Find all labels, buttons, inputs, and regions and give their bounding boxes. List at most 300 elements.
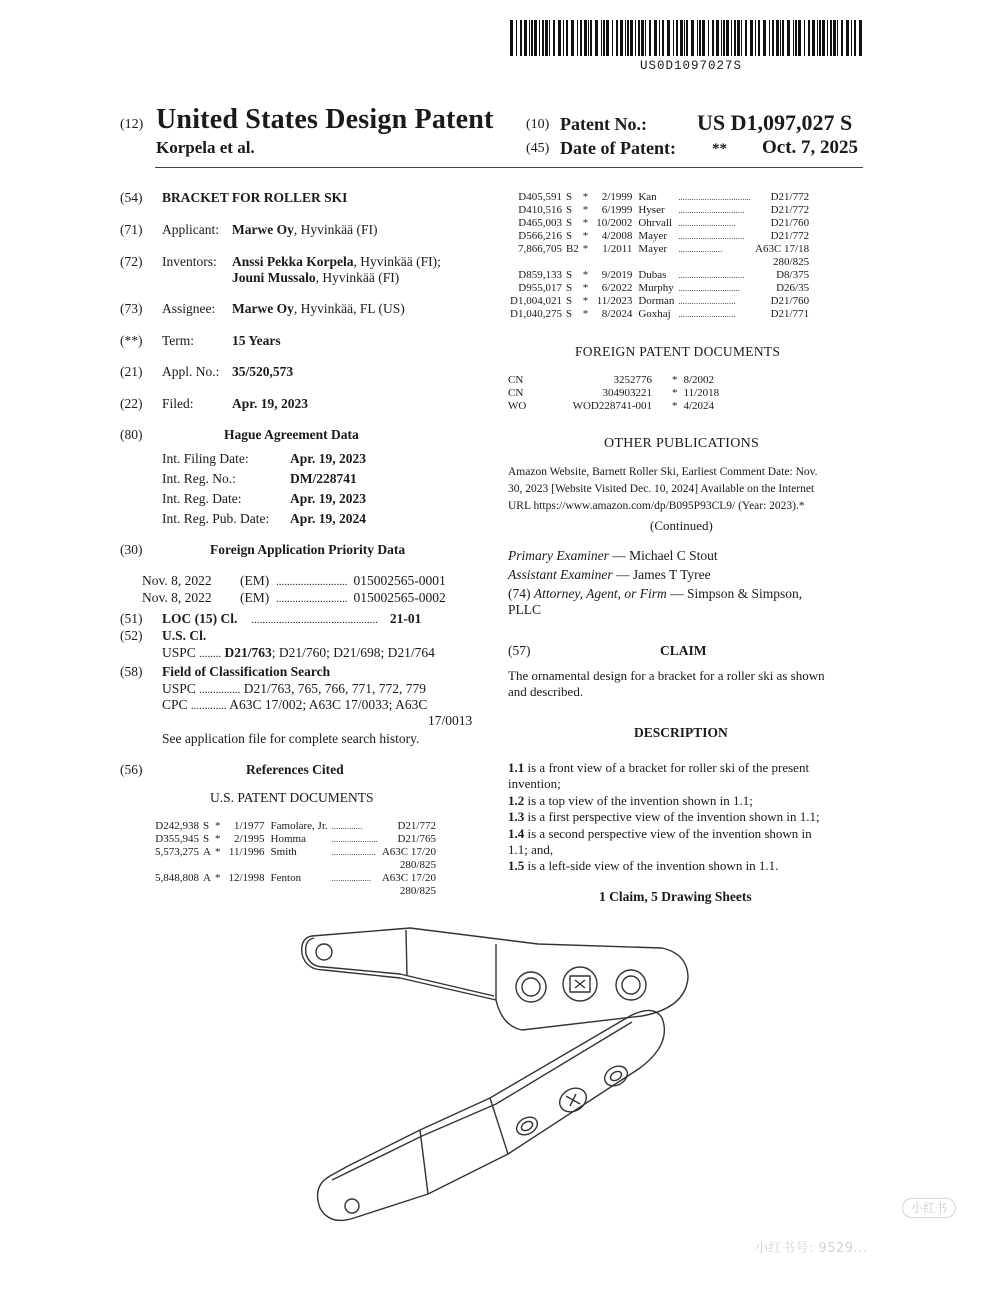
barcode-bar (612, 20, 613, 56)
foreign-docs-heading: FOREIGN PATENT DOCUMENTS (575, 344, 781, 359)
citation-number: 5,848,808 (155, 872, 199, 884)
field-22: (22) Filed: Apr. 19, 2023 (120, 396, 309, 411)
hague-row (162, 511, 366, 527)
claim-line: and described. (508, 684, 584, 699)
figure-ref: 1.5 (508, 858, 525, 874)
citation-star: * (582, 243, 589, 255)
field-54: (54) BRACKET FOR ROLLER SKI (120, 190, 348, 205)
code-12: (12) (120, 117, 144, 132)
barcode-bar (584, 20, 587, 56)
attorney: (74) Attorney, Agent, or Firm — Simpson & Simpson, (508, 586, 803, 601)
citation-star: * (582, 308, 589, 320)
patent-number: US D1,097,027 S (697, 110, 853, 135)
barcode-bar (620, 20, 623, 56)
citation-number: D566,216 (518, 230, 562, 242)
description-text: is a second perspective view of the invention shown in (524, 825, 812, 841)
foreign-date: 8/2002 (683, 374, 715, 386)
citation-row (510, 204, 813, 217)
barcode-bar (625, 20, 626, 56)
barcode (510, 20, 865, 56)
citation-row (155, 833, 440, 846)
barcode-bar (691, 20, 694, 56)
citation-class: D21/760 (770, 295, 810, 307)
citation-number: 7,866,705 (517, 243, 562, 255)
barcode-bar (819, 20, 821, 56)
citation-kind: S (565, 191, 573, 203)
foreign-star: * (672, 387, 678, 399)
barcode-bar (769, 20, 770, 56)
claim-line: The ornamental design for a bracket for a roller ski as shown (508, 668, 825, 683)
citation-date: 10/2002 (596, 217, 633, 229)
figure-ref: 1.1 (508, 760, 525, 775)
field-58: (58) Field of Classification Search (120, 664, 331, 679)
citation-class: D8/375 (776, 269, 810, 281)
barcode-bar (846, 20, 849, 56)
citation-name: Fenton (270, 872, 302, 884)
barcode-bar (531, 20, 533, 56)
citation-number: D465,003 (518, 217, 562, 229)
citation-kind: S (565, 269, 573, 281)
barcode-bar (772, 20, 774, 56)
hague-label: Int. Reg. No.: (162, 471, 236, 486)
hague-value: Apr. 19, 2024 (290, 511, 367, 526)
foreign-country: CN (508, 374, 524, 386)
us-patent-docs-table (155, 820, 440, 898)
field-58-uspc: USPC ............... D21/763, 765, 766, 771, 772, 779 (162, 681, 427, 696)
date-label: Date of Patent: (560, 138, 676, 158)
citation-kind: B2 (565, 243, 579, 255)
barcode-bar (726, 20, 729, 56)
citation-dots: .................... (331, 848, 376, 857)
citation-star: * (582, 269, 589, 281)
barcode-bar (549, 20, 550, 56)
field-30: (30) Foreign Application Priority Data (120, 542, 406, 557)
foreign-star: * (672, 374, 678, 386)
citation-star: * (582, 191, 589, 203)
barcode-bar (795, 20, 797, 56)
barcode-bar (638, 20, 640, 56)
citation-number: D410,516 (518, 204, 562, 216)
citation-class: D21/772 (770, 191, 810, 203)
field-58-cpc: CPC ............. A63C 17/002; A63C 17/0033; A63C (162, 697, 428, 712)
citation-date: 9/2019 (601, 269, 633, 281)
barcode-bar (520, 20, 522, 56)
citation-name: Murphy (638, 282, 674, 294)
citation-dots: ............................ (678, 284, 741, 293)
citation-star: * (214, 872, 221, 884)
description-line (508, 793, 868, 809)
barcode-bar (667, 20, 670, 56)
barcode-bar (837, 20, 838, 56)
citation-number: D405,591 (518, 191, 562, 203)
citation-name: Famolare, Jr. (270, 820, 328, 832)
barcode-bar (601, 20, 602, 56)
watermark-text: 小红书号: 9529... (755, 1241, 868, 1256)
hague-row (162, 471, 357, 487)
priority-date: Nov. 8, 2022 (142, 573, 212, 588)
barcode-bar (524, 20, 527, 56)
description-line (508, 858, 868, 874)
citation-class: A63C 17/18 (755, 243, 810, 255)
barcode-bar (830, 20, 832, 56)
field-71: (71) Applicant: Marwe Oy, Hyvinkää (FI) (120, 222, 378, 237)
citation-row (510, 295, 813, 308)
foreign-country: WO (508, 400, 527, 412)
citation-name: Dorman (638, 295, 675, 307)
description-text: invention; (508, 776, 561, 792)
citation-date: 2/1995 (233, 833, 265, 845)
citation-kind: A (203, 872, 211, 884)
citation-star: * (582, 230, 589, 242)
description-line (508, 809, 868, 825)
barcode-bar (798, 20, 801, 56)
citation-number: D1,040,275 (510, 308, 562, 320)
description-line (508, 760, 868, 776)
barcode-bar (534, 20, 537, 56)
figure-ref: 1.3 (508, 809, 525, 825)
description-text: is a top view of the invention shown in 1.1; (524, 792, 753, 808)
citation-name: Homma (270, 833, 306, 845)
barcode-bar (822, 20, 825, 56)
field-73: (73) Assignee: Marwe Oy, Hyvinkää, FL (US) (120, 301, 405, 316)
citation-row (510, 308, 813, 321)
foreign-docs-table (508, 374, 723, 413)
citation-kind: S (565, 204, 573, 216)
citation-star: * (214, 846, 221, 858)
priority-row (142, 590, 446, 606)
barcode-bar (712, 20, 714, 56)
citation-dots: .......................... (678, 310, 736, 319)
hague-label: Int. Filing Date: (162, 451, 249, 466)
claims-summary: 1 Claim, 5 Drawing Sheets (599, 889, 752, 904)
citation-dots: .......................... (678, 297, 736, 306)
description-line (508, 776, 868, 792)
barcode-bar (659, 20, 660, 56)
citation-dots: .................... (678, 245, 723, 254)
barcode-bar (539, 20, 540, 56)
citation-date: 8/2024 (601, 308, 633, 320)
citation-name: Kan (638, 191, 657, 203)
foreign-star: * (672, 400, 678, 412)
hague-value: DM/228741 (290, 471, 357, 486)
document-title: United States Design Patent (156, 104, 494, 135)
citation-date: 1/2011 (602, 243, 633, 255)
code-10: (10) (526, 117, 550, 132)
claim-code: (57) (508, 643, 531, 658)
barcode-bar (516, 20, 517, 56)
foreign-doc-row (508, 387, 723, 400)
claim-text (508, 668, 825, 700)
citation-class: D21/772 (397, 820, 436, 832)
citation-number: 5,573,275 (155, 846, 199, 858)
barcode-bar (841, 20, 843, 56)
barcode-bar (566, 20, 568, 56)
claim-heading: CLAIM (660, 643, 707, 658)
field-58-cpc-cont: 17/0013 (428, 713, 473, 728)
citation-date: 1/1977 (233, 820, 265, 832)
priority-office: (EM) (240, 573, 270, 588)
citation-row (510, 217, 813, 230)
barcode-bar (680, 20, 683, 56)
barcode-bar (649, 20, 651, 56)
barcode-bar (662, 20, 664, 56)
priority-number: 015002565-0001 (353, 573, 446, 588)
barcode-bar (854, 20, 856, 56)
citation-star: * (582, 217, 589, 229)
hague-label: Int. Reg. Date: (162, 491, 242, 506)
barcode-bar (686, 20, 688, 56)
foreign-number: 3252776 (613, 374, 652, 386)
barcode-bar (606, 20, 609, 56)
barcode-bar (708, 20, 709, 56)
barcode-bar (758, 20, 760, 56)
citation-number: D242,938 (155, 820, 199, 832)
citation-dots: .......................... (678, 219, 736, 228)
barcode-bar (630, 20, 633, 56)
citation-kind: S (565, 230, 573, 242)
citation-row (155, 872, 440, 885)
primary-examiner: Primary Examiner — Michael C Stout (508, 548, 718, 563)
priority-number: 015002565-0002 (353, 590, 446, 605)
field-72: (72) Inventors: Anssi Pekka Korpela, Hyvinkää (FI); (120, 254, 441, 269)
citation-name: Goxhaj (638, 308, 671, 320)
citation-star: * (582, 295, 589, 307)
citation-kind: S (565, 295, 573, 307)
barcode-bar (734, 20, 736, 56)
assistant-examiner: Assistant Examiner — James T Tyree (508, 567, 711, 582)
description-text: is a left-side view of the invention shown in 1.1. (524, 858, 779, 874)
other-publication-line: URL https://www.amazon.com/dp/B095P93CL9/ (Year: 2023).* (508, 500, 805, 512)
citation-name: Smith (270, 846, 297, 858)
citation-date: 11/2023 (596, 295, 633, 307)
barcode-number: US0D1097027S (640, 59, 743, 73)
priority-office: (EM) (240, 590, 270, 605)
bracket-drawing (290, 918, 690, 1238)
barcode-bar (741, 20, 742, 56)
field-72-line2: Jouni Mussalo, Hyvinkää (FI) (232, 270, 400, 285)
foreign-date: 11/2018 (683, 387, 720, 399)
priority-dots: .......................... (276, 576, 348, 588)
citation-row (510, 282, 813, 295)
citation-name: Dubas (638, 269, 667, 281)
foreign-doc-row (508, 400, 723, 413)
barcode-bar (833, 20, 836, 56)
barcode-bar (780, 20, 781, 56)
description-list (508, 760, 868, 875)
other-publications (508, 464, 868, 515)
citation-row-cont (155, 885, 440, 898)
barcode-bar (603, 20, 605, 56)
barcode-bar (635, 20, 636, 56)
figure-ref: 1.2 (508, 792, 525, 808)
other-publications-heading: OTHER PUBLICATIONS (604, 436, 760, 451)
barcode-bar (716, 20, 719, 56)
citation-number: D1,004,021 (510, 295, 562, 307)
citation-row-cont (510, 256, 813, 269)
other-publication-line: Amazon Website, Barnett Roller Ski, Earliest Comment Date: Nov. (508, 466, 818, 478)
barcode-bar (673, 20, 674, 56)
barcode-bar (588, 20, 589, 56)
barcode-bar (755, 20, 756, 56)
field-21: (21) Appl. No.: 35/520,573 (120, 364, 294, 379)
citation-row-cont (155, 859, 440, 872)
hague-value: Apr. 19, 2023 (290, 491, 367, 506)
description-text: is a first perspective view of the invention shown in 1.1; (524, 809, 820, 825)
citation-class: D21/772 (770, 230, 810, 242)
citation-star: * (582, 282, 589, 294)
description-line (508, 826, 868, 842)
citation-class: A63C 17/20 (381, 872, 436, 884)
citation-kind: S (565, 308, 573, 320)
citation-date: 4/2008 (601, 230, 633, 242)
citation-dots: .............. (331, 822, 363, 831)
citation-dots: .............................. (678, 271, 745, 280)
barcode-bar (645, 20, 646, 56)
field-52: (52) U.S. Cl. (120, 628, 207, 643)
barcode-bar (787, 20, 790, 56)
barcode-bar (553, 20, 555, 56)
citation-name: Hyser (638, 204, 665, 216)
citation-class: D21/760 (770, 217, 810, 229)
citation-number: D955,017 (518, 282, 562, 294)
us-patent-docs-heading: U.S. PATENT DOCUMENTS (210, 790, 374, 805)
patent-date: Oct. 7, 2025 (762, 137, 859, 158)
citation-kind: A (203, 846, 211, 858)
citation-kind: S (565, 282, 573, 294)
citation-name: Mayer (638, 230, 668, 242)
citation-class: D21/765 (397, 833, 436, 845)
us-patent-docs-table-continued (510, 191, 813, 321)
priority-dots: .......................... (276, 593, 348, 605)
barcode-bar (616, 20, 618, 56)
citation-row (510, 269, 813, 282)
citation-kind: S (203, 833, 210, 845)
barcode-bar (731, 20, 732, 56)
watermark-badge: 小红书 (902, 1199, 956, 1216)
field-56: (56) References Cited (120, 762, 344, 777)
citation-row (155, 846, 440, 859)
barcode-bar (702, 20, 705, 56)
field-58-note: See application file for complete search history. (162, 731, 420, 746)
citation-number: D859,133 (518, 269, 562, 281)
barcode-bar (745, 20, 747, 56)
citation-date: 11/1996 (228, 846, 265, 858)
barcode-bar (558, 20, 561, 56)
barcode-bar (812, 20, 815, 56)
barcode-bar (563, 20, 564, 56)
field-term: (**) Term: 15 Years (120, 333, 281, 348)
citation-class: D21/772 (770, 204, 810, 216)
barcode-bar (827, 20, 828, 56)
barcode-bar (545, 20, 548, 56)
citation-date: 6/1999 (601, 204, 633, 216)
patent-no-label: Patent No.: (560, 114, 647, 134)
citation-class-secondary: 280/825 (773, 256, 810, 268)
citation-star: * (214, 833, 221, 845)
barcode-bar (571, 20, 574, 56)
barcode-bar (808, 20, 810, 56)
barcode-bar (697, 20, 698, 56)
hague-row (162, 491, 366, 507)
priority-row (142, 573, 446, 589)
priority-date: Nov. 8, 2022 (142, 590, 212, 605)
foreign-number: 304903221 (602, 387, 652, 399)
barcode-bar (817, 20, 818, 56)
foreign-date: 4/2024 (683, 400, 715, 412)
code-45: (45) (526, 141, 550, 156)
continued-label: (Continued) (650, 518, 713, 533)
citation-date: 6/2022 (601, 282, 633, 294)
description-heading: DESCRIPTION (634, 725, 728, 740)
hague-label: Int. Reg. Pub. Date: (162, 511, 270, 526)
field-51: (51) LOC (15) Cl. .............................................. 21-01 (120, 611, 422, 626)
citation-row (510, 230, 813, 243)
citation-dots: ..................... (331, 835, 378, 844)
citation-row (510, 243, 813, 256)
field-80: (80) Hague Agreement Data (120, 427, 359, 442)
barcode-bar (529, 20, 530, 56)
hague-value: Apr. 19, 2023 (290, 451, 367, 466)
barcode-bar (723, 20, 725, 56)
citation-row (510, 191, 813, 204)
barcode-bar (676, 20, 678, 56)
header-rule (155, 167, 863, 168)
citation-dots: ................................. (678, 193, 752, 202)
citation-date: 2/1999 (601, 191, 633, 203)
barcode-bar (627, 20, 629, 56)
hague-row (162, 451, 366, 467)
bracket-top-view (302, 928, 688, 1030)
citation-dots: .............................. (678, 232, 745, 241)
citation-class-secondary: 280/825 (399, 859, 436, 871)
citation-star: * (582, 204, 589, 216)
other-publication-line: 30, 2023 [Website Visited Dec. 10, 2024] Available on the Internet (508, 483, 815, 495)
barcode-bar (782, 20, 784, 56)
description-line (508, 842, 868, 858)
citation-class: D26/35 (776, 282, 810, 294)
foreign-doc-row (508, 374, 723, 387)
citation-date: 12/1998 (228, 872, 265, 884)
barcode-bar (776, 20, 779, 56)
barcode-bar (510, 20, 513, 56)
barcode-bar (577, 20, 578, 56)
barcode-bar (654, 20, 657, 56)
barcode-bar (595, 20, 598, 56)
description-text: is a front view of a bracket for roller ski of the present (524, 760, 810, 775)
attorney-line2: PLLC (508, 602, 542, 617)
citation-name: Mayer (638, 243, 668, 255)
field-52-uspc: USPC ........ D21/763; D21/760; D21/698; D21/764 (162, 645, 435, 660)
citation-row (155, 820, 440, 833)
barcode-bar (859, 20, 862, 56)
barcode-bar (684, 20, 685, 56)
design-title: BRACKET FOR ROLLER SKI (162, 190, 348, 205)
bracket-perspective-view (318, 1010, 665, 1220)
barcode-bar (793, 20, 794, 56)
barcode-bar (737, 20, 740, 56)
citation-class: D21/771 (770, 308, 810, 320)
barcode-bar (542, 20, 544, 56)
barcode-bar (804, 20, 805, 56)
barcode-bar (590, 20, 592, 56)
figure-ref: 1.4 (508, 825, 525, 841)
citation-dots: .............................. (678, 206, 745, 215)
barcode-bar (641, 20, 644, 56)
citation-name: Ohrvall (638, 217, 672, 229)
citation-number: D355,945 (155, 833, 199, 845)
foreign-number: WOD228741-001 (572, 400, 652, 412)
barcode-bar (721, 20, 722, 56)
